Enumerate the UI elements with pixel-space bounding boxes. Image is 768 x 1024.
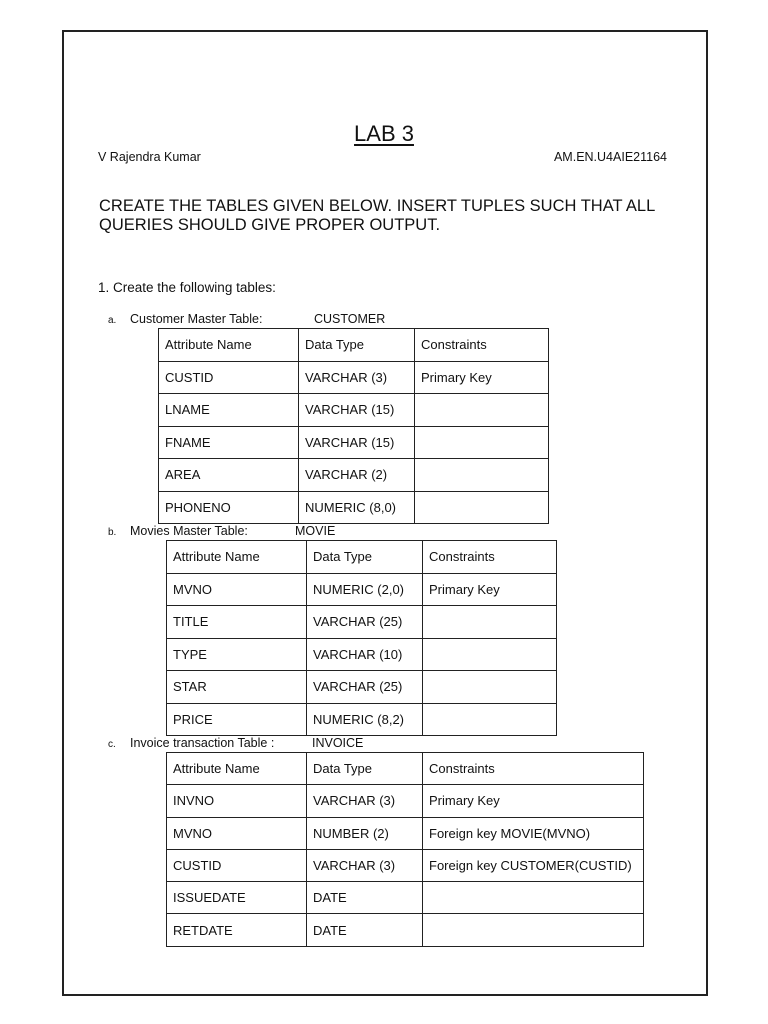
constraints-cell: Primary Key <box>423 573 557 606</box>
customer-table <box>158 328 549 524</box>
constraints-cell: Foreign key CUSTOMER(CUSTID) <box>423 849 644 881</box>
table-header-row <box>159 329 549 362</box>
header-cell: Data Type <box>299 329 415 362</box>
data-type-cell: VARCHAR (3) <box>307 849 423 881</box>
table-row <box>167 638 557 671</box>
attribute-name-cell: MVNO <box>167 573 307 606</box>
table-row <box>167 703 557 736</box>
attribute-name-cell: LNAME <box>159 394 299 427</box>
section-b-heading <box>108 524 335 538</box>
table-row <box>159 394 549 427</box>
section-a-letter: a. <box>108 315 117 326</box>
section-a-label: Customer Master Table: <box>130 312 263 326</box>
constraints-cell <box>415 426 549 459</box>
table-row <box>167 606 557 639</box>
data-type-cell: NUMERIC (2,0) <box>307 573 423 606</box>
section-b-label: Movies Master Table: <box>130 524 248 538</box>
section-c-letter: c. <box>108 739 116 750</box>
section-c-heading <box>108 736 363 750</box>
constraints-cell: Primary Key <box>423 785 644 817</box>
section-c-table-name: INVOICE <box>312 736 364 750</box>
data-type-cell: NUMERIC (8,2) <box>307 703 423 736</box>
data-type-cell: NUMERIC (8,0) <box>299 491 415 524</box>
header-cell: Data Type <box>307 753 423 785</box>
data-type-cell: DATE <box>307 882 423 914</box>
attribute-name-cell: ISSUEDATE <box>167 882 307 914</box>
section-a-table-name: CUSTOMER <box>314 312 386 326</box>
data-type-cell: VARCHAR (25) <box>307 671 423 704</box>
table-header-row <box>167 753 644 785</box>
table-row <box>159 459 549 492</box>
section-a-heading <box>108 312 385 326</box>
constraints-cell <box>415 459 549 492</box>
section-b-letter: b. <box>108 527 117 538</box>
table-row <box>159 491 549 524</box>
data-type-cell: VARCHAR (2) <box>299 459 415 492</box>
header-cell: Constraints <box>415 329 549 362</box>
header-cell: Attribute Name <box>167 541 307 574</box>
header-cell: Attribute Name <box>159 329 299 362</box>
table-row <box>159 361 549 394</box>
data-type-cell: VARCHAR (3) <box>299 361 415 394</box>
constraints-cell <box>423 638 557 671</box>
attribute-name-cell: STAR <box>167 671 307 704</box>
attribute-name-cell: PHONENO <box>159 491 299 524</box>
table-row <box>167 573 557 606</box>
table-row <box>167 849 644 881</box>
attribute-name-cell: INVNO <box>167 785 307 817</box>
instructions: CREATE THE TABLES GIVEN BELOW. INSERT TUPLES SUCH THAT ALL QUERIES SHOULD GIVE PROPER OUTPUT. <box>99 197 655 234</box>
data-type-cell: VARCHAR (3) <box>307 785 423 817</box>
constraints-cell <box>423 606 557 639</box>
attribute-name-cell: PRICE <box>167 703 307 736</box>
table-row <box>167 671 557 704</box>
table-header-row <box>167 541 557 574</box>
table-row <box>167 882 644 914</box>
header-cell: Data Type <box>307 541 423 574</box>
attribute-name-cell: RETDATE <box>167 914 307 946</box>
data-type-cell: VARCHAR (15) <box>299 394 415 427</box>
constraints-cell <box>415 394 549 427</box>
constraints-cell <box>423 882 644 914</box>
section-c-label: Invoice transaction Table : <box>130 736 275 750</box>
data-type-cell: VARCHAR (10) <box>307 638 423 671</box>
invoice-table <box>166 752 644 947</box>
data-type-cell: DATE <box>307 914 423 946</box>
header-cell: Attribute Name <box>167 753 307 785</box>
attribute-name-cell: FNAME <box>159 426 299 459</box>
roll-number: AM.EN.U4AIE21164 <box>553 150 667 164</box>
movie-table <box>166 540 557 736</box>
table-row <box>167 914 644 946</box>
constraints-cell <box>415 491 549 524</box>
page-title: LAB 3 <box>354 121 414 146</box>
constraints-cell: Foreign key MOVIE(MVNO) <box>423 817 644 849</box>
attribute-name-cell: MVNO <box>167 817 307 849</box>
attribute-name-cell: TITLE <box>167 606 307 639</box>
table-row <box>159 426 549 459</box>
attribute-name-cell: CUSTID <box>167 849 307 881</box>
author-name: V Rajendra Kumar <box>98 150 201 164</box>
question-1: 1. Create the following tables: <box>98 280 276 295</box>
constraints-cell <box>423 703 557 736</box>
header-cell: Constraints <box>423 753 644 785</box>
constraints-cell: Primary Key <box>415 361 549 394</box>
attribute-name-cell: CUSTID <box>159 361 299 394</box>
data-type-cell: VARCHAR (25) <box>307 606 423 639</box>
constraints-cell <box>423 671 557 704</box>
constraints-cell <box>423 914 644 946</box>
table-row <box>167 785 644 817</box>
data-type-cell: NUMBER (2) <box>307 817 423 849</box>
header-cell: Constraints <box>423 541 557 574</box>
attribute-name-cell: AREA <box>159 459 299 492</box>
section-b-table-name: MOVIE <box>295 524 336 538</box>
attribute-name-cell: TYPE <box>167 638 307 671</box>
data-type-cell: VARCHAR (15) <box>299 426 415 459</box>
table-row <box>167 817 644 849</box>
